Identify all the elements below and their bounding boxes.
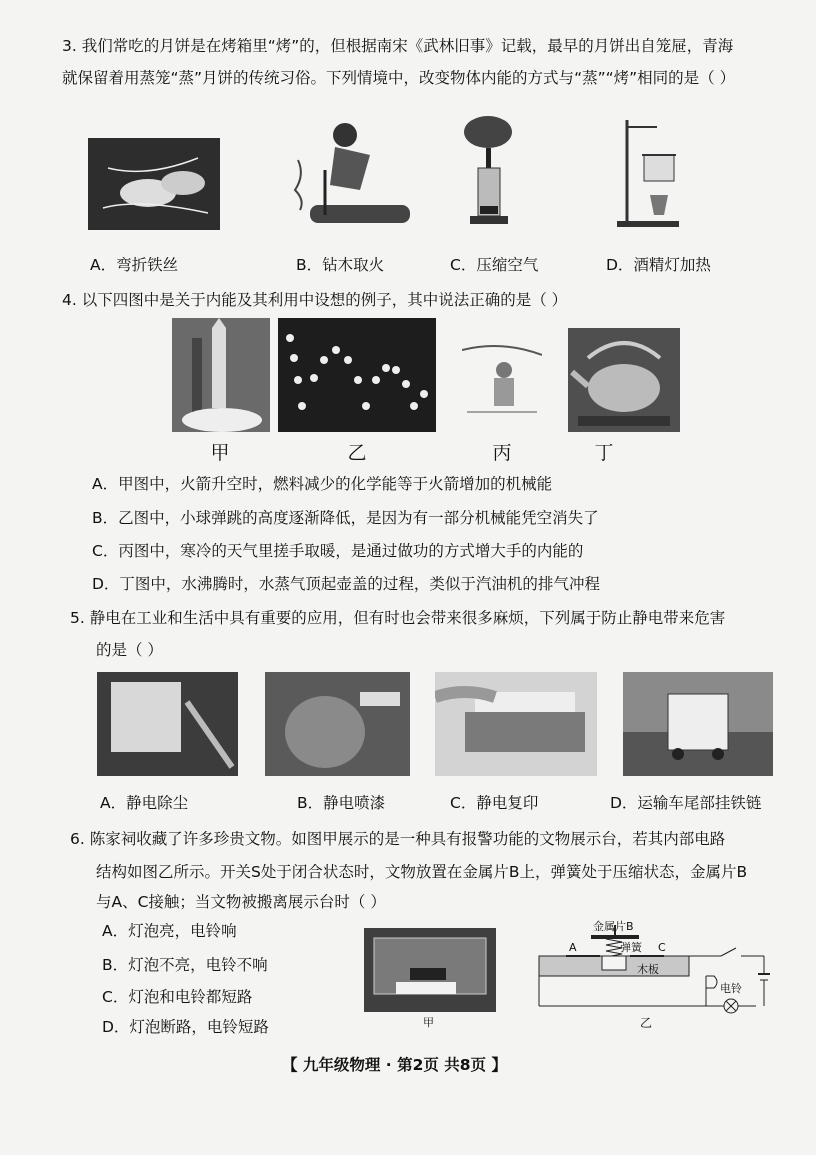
q5-image-truck-iron-chain — [623, 672, 773, 776]
q6-option-b[interactable]: B．灯泡不亮，电铃不响 — [102, 956, 268, 974]
q5-option-a[interactable]: A．静电除尘 — [100, 794, 189, 812]
q4-image-bouncing-ball — [278, 318, 436, 432]
q4-stem: 4. 以下四图中是关于内能及其利用中设想的例子，其中说法正确的是（ ） — [62, 291, 568, 309]
q6-option-d[interactable]: D．灯泡断路，电铃短路 — [102, 1018, 269, 1036]
q4-image-rubbing-hands — [462, 340, 542, 420]
q6-label-spring: 弹簧 — [620, 941, 642, 954]
q4-caption-bing: 丙 — [492, 442, 512, 464]
q4-image-rocket-launch — [172, 318, 270, 432]
q5-option-b[interactable]: B．静电喷漆 — [297, 794, 386, 812]
q3-image-drilling-wood-fire — [280, 115, 415, 230]
q5-stem-line2: 的是（ ） — [96, 641, 163, 659]
q5-image-electrostatic-spraying — [265, 672, 410, 776]
q5-stem-line1: 5. 静电在工业和生活中具有重要的应用，但有时也会带来很多麻烦，下列属于防止静电带来危害 — [70, 609, 726, 627]
q6-label-board: 木板 — [637, 963, 659, 976]
q6-circuit-diagram — [536, 918, 786, 1028]
q6-caption-yi: 乙 — [640, 1016, 653, 1030]
q5-image-electrostatic-dust-removal — [97, 672, 238, 776]
q6-option-a[interactable]: A．灯泡亮，电铃响 — [102, 922, 237, 940]
q4-option-c[interactable]: C．丙图中，寒冷的天气里搓手取暖，是通过做功的方式增大手的内能的 — [92, 542, 584, 560]
q6-stem-line3: 与A、C接触；当文物被搬离展示台时（ ） — [96, 893, 386, 911]
q6-stem-line1: 6. 陈家祠收藏了许多珍贵文物。如图甲展示的是一种具有报警功能的文物展示台，若其内部电路 — [70, 830, 726, 848]
q3-stem-line1: 3. 我们常吃的月饼是在烤箱里“烤”的，但根据南宋《武林旧事》记载，最早的月饼出自笼屉，青海 — [62, 37, 734, 55]
q6-label-c: C — [658, 941, 666, 954]
q6-label-metal-b: 金属片B — [593, 920, 634, 933]
q4-caption-yi: 乙 — [347, 442, 367, 464]
q6-label-a: A — [569, 941, 577, 954]
q6-option-c[interactable]: C．灯泡和电铃都短路 — [102, 988, 253, 1006]
q3-option-d[interactable]: D．酒精灯加热 — [606, 256, 711, 274]
q3-image-compress-air — [460, 110, 520, 230]
q6-caption-jia: 甲 — [423, 1016, 434, 1029]
q5-image-electrostatic-copying — [435, 672, 597, 776]
q5-option-c[interactable]: C．静电复印 — [450, 794, 539, 812]
q3-stem-line2: 就保留着用蒸笼“蒸”月饼的传统习俗。下列情境中，改变物体内能的方式与“蒸”“烤”相同的是（ ） — [62, 69, 736, 87]
q3-option-b[interactable]: B．钻木取火 — [296, 256, 385, 274]
q6-label-bell: 电铃 — [720, 982, 742, 995]
q3-option-a[interactable]: A．弯折铁丝 — [90, 256, 179, 274]
switch-s — [721, 948, 736, 956]
q5-option-d[interactable]: D．运输车尾部挂铁链 — [610, 794, 762, 812]
q3-image-bending-wire — [88, 138, 220, 230]
q6-image-display-stand — [364, 928, 496, 1012]
q4-option-b[interactable]: B．乙图中，小球弹跳的高度逐渐降低，是因为有一部分机械能凭空消失了 — [92, 509, 599, 527]
q3-option-c[interactable]: C．压缩空气 — [450, 256, 539, 274]
q4-option-a[interactable]: A．甲图中，火箭升空时，燃料减少的化学能等于火箭增加的机械能 — [92, 475, 553, 493]
bell-icon — [706, 976, 717, 988]
q3-image-alcohol-lamp-heating — [612, 115, 682, 230]
q6-stem-line2: 结构如图乙所示。开关S处于闭合状态时，文物放置在金属片B上，弹簧处于压缩状态，金属片B — [96, 863, 748, 881]
q4-caption-ding: 丁 — [594, 442, 614, 464]
q4-caption-jia: 甲 — [210, 442, 230, 464]
q4-option-d[interactable]: D．丁图中，水沸腾时，水蒸气顶起壶盖的过程，类似于汽油机的排气冲程 — [92, 575, 600, 593]
q4-image-boiling-kettle — [568, 328, 680, 432]
page-footer: 【 九年级物理 · 第2页 共8页 】 — [282, 1056, 507, 1074]
